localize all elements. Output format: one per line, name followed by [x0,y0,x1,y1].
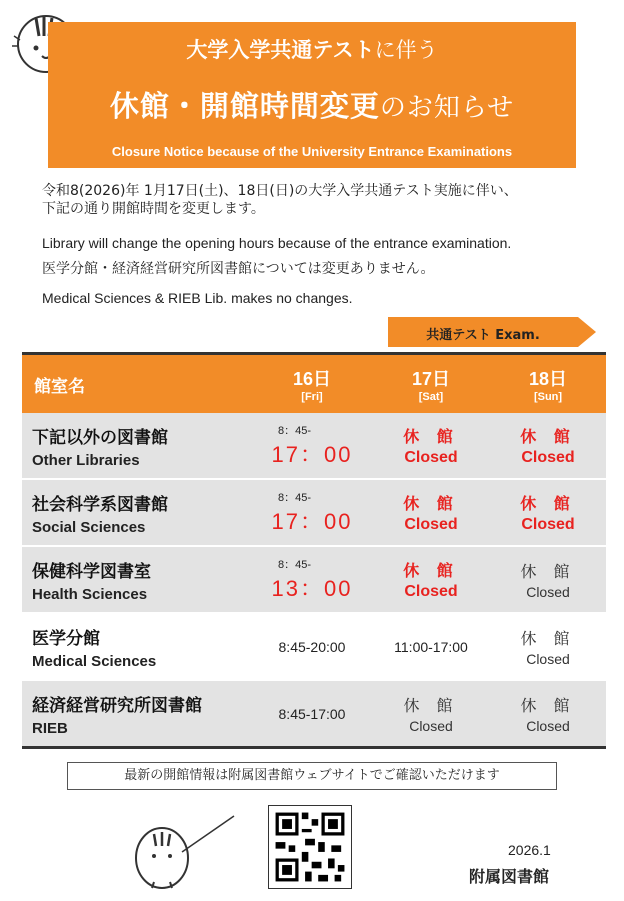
exam-tag-label: 共通テスト Exam. [426,328,540,343]
organization-name: 附属図書館 [469,867,550,886]
intro-jp-1: 令和8(2026)年 1月17日(土)、18日(日)の大学入学共通テスト実施に伴い、 [42,183,518,199]
table-row: 医学分館 Medical Sciences 8:45-20:00 11:00-17:00 休 館 Closed [22,613,606,680]
website-notice: 最新の開館情報は附属図書館ウェブサイトでご確認いただけます [67,762,557,790]
hours-table [22,352,606,749]
issue-date: 2026.1 [508,842,551,858]
header-day-17: 17日 [Sat] [372,354,490,414]
table-row: 経済経営研究所図書館 RIEB 8:45-17:00 休 館 Closed 休 館 Closed [22,680,606,748]
header-day-18: 18日 [Sun] [490,354,606,414]
title-line-1: 大学入学共通テストに伴う [186,38,438,62]
header-name: 館室名 [22,354,252,414]
intro-jp-2: 下記の通り開館時間を変更します。 [42,201,265,217]
table-row: 保健科学図書室 Health Sciences 8：45- 13：00 休 館 Closed 休 館 Closed [22,546,606,613]
table-header [22,354,606,414]
title-banner [48,22,576,168]
title-english: Closure Notice because of the University Entrance Examinations [111,144,513,159]
header-day-16: 16日 [Fri] [252,354,372,414]
title-line-2: 休館・開館時間変更のお知らせ [109,89,515,123]
intro-en-2: Medical Sciences & RIEB Lib. makes no changes. [42,290,353,306]
cat-pointer-icon [130,812,240,892]
table-row: 下記以外の図書館 Other Libraries 8：45- 17：00 休 館 Closed 休 館 Closed [22,413,606,479]
table-row: 社会科学系図書館 Social Sciences 8：45- 17：00 休 館 Closed 休 館 Closed [22,479,606,546]
qr-code-icon[interactable] [268,805,352,889]
intro-en-1: Library will change the opening hours because of the entrance examination. [42,235,512,251]
exam-tag [388,317,598,347]
intro-jp-3: 医学分館・経済経営研究所図書館については変更ありません。 [42,261,435,277]
